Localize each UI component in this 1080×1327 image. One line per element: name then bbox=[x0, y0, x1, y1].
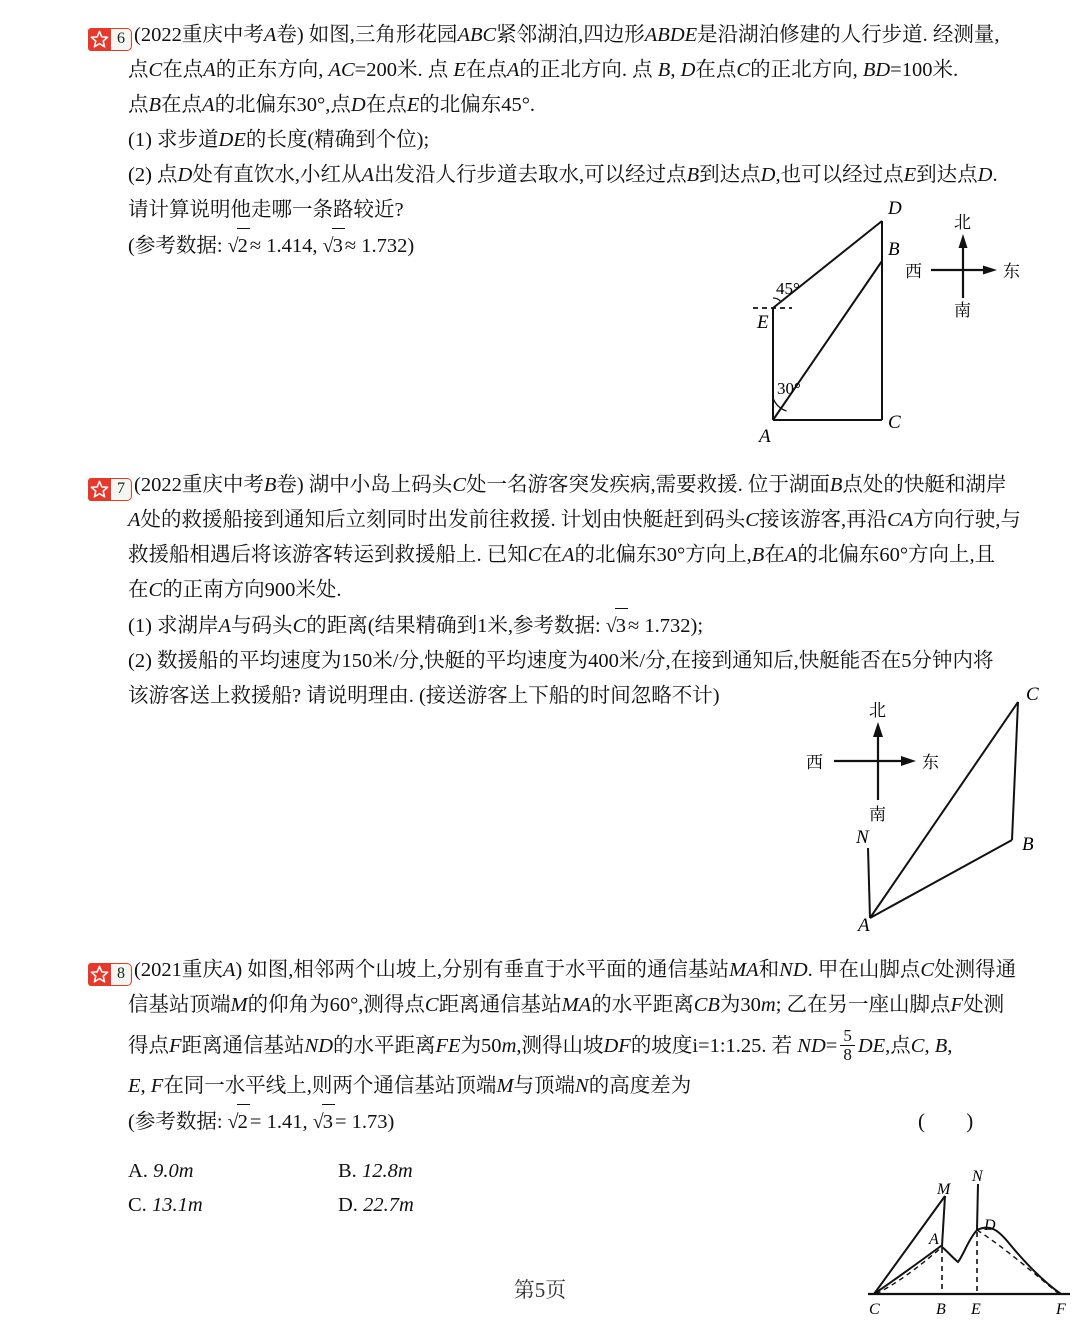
t: 方向行驶,与 bbox=[913, 509, 1021, 531]
t: ≈ 1.732) bbox=[344, 235, 415, 257]
problem-6-line-6: 请计算说明他走哪一条路较近? bbox=[128, 199, 404, 221]
choice-C-value: 13.1m bbox=[151, 1194, 203, 1216]
t: 的北偏东45°. bbox=[419, 94, 536, 116]
problem-8-line-4 bbox=[88, 1069, 1048, 1104]
t: 的北偏东30°,点 bbox=[214, 94, 351, 116]
var-D: D bbox=[350, 94, 366, 116]
problem-7-line-6: (2) 数援船的平均速度为150米/分,快艇的平均速度为400米/分,在接到通知后,快艇能否在5分钟内将 bbox=[128, 650, 994, 672]
sqrt-3: √3 bbox=[313, 1104, 335, 1140]
label-A: A bbox=[929, 1231, 939, 1248]
fraction-numerator: 5 bbox=[840, 1027, 855, 1046]
var-A: A bbox=[263, 24, 277, 46]
var-CA: CA bbox=[887, 509, 914, 531]
t: 在点 bbox=[465, 59, 507, 81]
var-AC: AC bbox=[328, 59, 355, 81]
choice-C-label: C. bbox=[128, 1194, 147, 1216]
t: ≈ 1.414, bbox=[249, 235, 318, 257]
problem-8-line-3 bbox=[88, 1023, 1048, 1069]
compass-east: 东 bbox=[1003, 262, 1020, 281]
var-ND: ND bbox=[304, 1035, 334, 1057]
var-D3: D bbox=[977, 164, 993, 186]
t: 在 bbox=[128, 579, 149, 601]
var-E: E bbox=[128, 1075, 141, 1097]
t: 的高度差为 bbox=[588, 1075, 692, 1097]
label-N: N bbox=[972, 1168, 983, 1185]
label-E: E bbox=[971, 1301, 981, 1318]
t: =100米. bbox=[890, 59, 959, 81]
problem-8-number: 8 bbox=[111, 963, 132, 986]
var-C: C bbox=[452, 474, 466, 496]
t: = 1.73) bbox=[334, 1111, 395, 1133]
problem-6-line-4 bbox=[88, 123, 1048, 158]
var-N: N bbox=[575, 1075, 589, 1097]
var-FE: FE bbox=[435, 1035, 461, 1057]
choice-D-value: 22.7m bbox=[363, 1194, 414, 1216]
unit-m: m bbox=[501, 1035, 517, 1057]
t: 得点 bbox=[128, 1035, 169, 1057]
t: 在点 bbox=[695, 59, 737, 81]
t: 救援船相遇后将该游客转运到救援船上. 已知 bbox=[128, 544, 528, 566]
var-B: B bbox=[148, 94, 162, 116]
t: ,也可以经过点 bbox=[775, 164, 904, 186]
var-D2: D bbox=[760, 164, 776, 186]
t: 是沿湖泊修建的人行步道. 经测量, bbox=[697, 24, 1000, 46]
compass-rose bbox=[806, 701, 939, 824]
star-icon bbox=[88, 963, 111, 986]
t: 在点 bbox=[161, 94, 203, 116]
t: (参考数据: bbox=[128, 235, 223, 257]
label-B: B bbox=[936, 1301, 946, 1318]
var-E: E bbox=[453, 59, 466, 81]
t: , bbox=[670, 59, 676, 81]
choice-B[interactable] bbox=[338, 1154, 548, 1188]
t: 和 bbox=[758, 959, 780, 981]
var-C: C bbox=[148, 579, 163, 601]
label-N: N bbox=[856, 827, 869, 848]
fraction-5-8 bbox=[840, 1027, 855, 1064]
var-C: C bbox=[745, 509, 759, 531]
t: . bbox=[992, 164, 998, 186]
problem-8-line-2 bbox=[88, 988, 1048, 1023]
var-B: B bbox=[657, 59, 671, 81]
label-F: F bbox=[1056, 1301, 1066, 1318]
var-B: B bbox=[263, 474, 277, 496]
choice-A-label: A. bbox=[128, 1160, 148, 1182]
problem-6-number: 6 bbox=[111, 28, 132, 51]
choice-A[interactable] bbox=[128, 1154, 338, 1188]
label-B: B bbox=[888, 239, 900, 260]
sqrt-3: √3 bbox=[606, 608, 628, 644]
t: 的长度(精确到个位); bbox=[245, 129, 430, 151]
t: 处测 bbox=[963, 994, 1005, 1016]
var-A: A bbox=[561, 544, 575, 566]
compass-south: 南 bbox=[869, 805, 886, 824]
t: 的坡度i=1:1.25. 若 bbox=[630, 1035, 793, 1057]
page-number: 第5页 bbox=[513, 1278, 567, 1302]
compass-north: 北 bbox=[954, 213, 971, 232]
t: 紧邻湖泊,四边形 bbox=[496, 24, 645, 46]
var-C: C bbox=[424, 994, 439, 1016]
t: 的仰角为60°,测得点 bbox=[247, 994, 425, 1016]
t: ) 如图,相邻两个山坡上,分别有垂直于水平面的通信基站 bbox=[235, 959, 730, 981]
compass-west: 西 bbox=[905, 262, 922, 281]
var-C: C bbox=[920, 959, 935, 981]
var-C: C bbox=[292, 615, 307, 637]
t: 的水平距离 bbox=[333, 1035, 436, 1057]
compass-rose bbox=[905, 213, 1020, 320]
label-B: B bbox=[1022, 834, 1034, 855]
t: (2021重庆 bbox=[134, 959, 223, 981]
figure-two-hills-towers bbox=[858, 1168, 1080, 1327]
t: 的正北方向, bbox=[750, 59, 858, 81]
var-BD: BD bbox=[862, 59, 891, 81]
var-D: D bbox=[177, 164, 193, 186]
problem-8-line-5 bbox=[88, 1104, 1048, 1140]
t: 在点 bbox=[365, 94, 407, 116]
problem-6-line-1 bbox=[88, 18, 1048, 53]
label-M: M bbox=[937, 1181, 951, 1198]
compass-north: 北 bbox=[869, 701, 886, 720]
t: . 甲在山脚点 bbox=[807, 959, 921, 981]
var-C2: C bbox=[736, 59, 751, 81]
var-M: M bbox=[496, 1075, 514, 1097]
var-C: C bbox=[148, 59, 163, 81]
t: , bbox=[947, 1035, 953, 1057]
var-C: C bbox=[527, 544, 542, 566]
var-B2: B bbox=[829, 474, 843, 496]
t: ≈ 1.732); bbox=[628, 615, 704, 637]
t: 卷) 如图,三角形花园 bbox=[276, 24, 458, 46]
t: 的正北方向. 点 bbox=[519, 59, 653, 81]
t: 处一名游客突发疾病,需要救援. 位于湖面 bbox=[466, 474, 830, 496]
label-D: D bbox=[888, 198, 902, 219]
compass-south: 南 bbox=[954, 301, 971, 320]
t: 出发沿人行步道去取水,可以经过点 bbox=[374, 164, 687, 186]
var-DE: DE bbox=[857, 1035, 886, 1057]
var-ABDE: ABDE bbox=[644, 24, 698, 46]
problem-7-number: 7 bbox=[111, 478, 132, 501]
var-E: E bbox=[903, 164, 917, 186]
problem-7-line-2 bbox=[88, 503, 1048, 538]
var-A: A bbox=[222, 959, 236, 981]
var-F: F bbox=[150, 1075, 164, 1097]
t: 的距离(结果精确到1米,参考数据: bbox=[306, 615, 601, 637]
t: (2) 点 bbox=[128, 164, 178, 186]
var-M: M bbox=[230, 994, 248, 1016]
t: 接该游客,再沿 bbox=[758, 509, 888, 531]
label-A: A bbox=[759, 426, 771, 447]
t: 的正南方向900米处. bbox=[162, 579, 342, 601]
t: ; 乙在另一座山脚点 bbox=[775, 994, 951, 1016]
t: 信基站顶端 bbox=[128, 994, 231, 1016]
var-A: A bbox=[218, 615, 232, 637]
problem-6-line-3 bbox=[88, 88, 1048, 123]
var-D: D bbox=[680, 59, 696, 81]
t: = bbox=[825, 1035, 838, 1057]
var-C: C bbox=[910, 1035, 925, 1057]
problem-8-badge bbox=[88, 963, 132, 986]
t: 点 bbox=[128, 59, 149, 81]
t: 的北偏东60°方向上,且 bbox=[797, 544, 996, 566]
t: 在 bbox=[764, 544, 785, 566]
t: 点 bbox=[128, 94, 149, 116]
t: (1) 求步道 bbox=[128, 129, 219, 151]
problem-8-line-1 bbox=[88, 953, 1048, 988]
var-CB: CB bbox=[693, 994, 720, 1016]
label-C: C bbox=[888, 412, 901, 433]
figure-quadrilateral-abde bbox=[735, 198, 1040, 453]
choice-D[interactable] bbox=[338, 1188, 548, 1222]
var-E: E bbox=[406, 94, 420, 116]
label-C: C bbox=[1026, 684, 1039, 705]
var-A: A bbox=[361, 164, 374, 186]
choice-B-label: B. bbox=[338, 1160, 357, 1182]
var-ABC: ABC bbox=[457, 24, 497, 46]
choice-B-value: 12.8m bbox=[361, 1160, 413, 1182]
problem-6-line-5 bbox=[88, 158, 1048, 193]
compass-west: 西 bbox=[806, 753, 823, 772]
problem-6-line-2 bbox=[88, 53, 1048, 88]
t: 与码头 bbox=[231, 615, 293, 637]
var-DE: DE bbox=[218, 129, 246, 151]
t: 距离通信基站 bbox=[438, 994, 562, 1016]
t: 到达点 bbox=[916, 164, 978, 186]
t: (2022重庆中考 bbox=[134, 474, 264, 496]
problem-7-line-3 bbox=[88, 538, 1048, 573]
t: 距离通信基站 bbox=[181, 1035, 305, 1057]
t: 为30 bbox=[719, 994, 761, 1016]
var-B: B bbox=[934, 1035, 948, 1057]
var-DF: DF bbox=[603, 1035, 631, 1057]
var-F: F bbox=[169, 1035, 182, 1057]
t: 处有直饮水,小红从 bbox=[192, 164, 362, 186]
problem-6-badge bbox=[88, 28, 132, 51]
sqrt-2: √2 bbox=[228, 228, 250, 264]
fraction-denominator: 8 bbox=[843, 1045, 852, 1064]
label-E: E bbox=[757, 312, 769, 333]
unit-m: m bbox=[760, 994, 776, 1016]
var-A: A bbox=[128, 509, 141, 531]
t: 在同一水平线上,则两个通信基站顶端 bbox=[163, 1075, 497, 1097]
t: 的正东方向, bbox=[215, 59, 324, 81]
var-F: F bbox=[950, 994, 964, 1016]
t: 在 bbox=[541, 544, 562, 566]
t: = 1.41, bbox=[249, 1111, 308, 1133]
t: (1) 求湖岸 bbox=[128, 615, 219, 637]
t: 到达点 bbox=[699, 164, 761, 186]
t: 在点 bbox=[162, 59, 204, 81]
var-A: A bbox=[203, 59, 216, 81]
problem-7-line-1 bbox=[88, 468, 1048, 503]
star-icon bbox=[88, 28, 111, 51]
var-A2: A bbox=[784, 544, 798, 566]
choice-D-label: D. bbox=[338, 1194, 358, 1216]
var-A: A bbox=[202, 94, 215, 116]
problem-7-line-4 bbox=[88, 573, 1048, 608]
answer-blank[interactable]: ( ) bbox=[918, 1109, 992, 1133]
t: 处测得通 bbox=[934, 959, 1017, 981]
t: 与顶端 bbox=[513, 1075, 576, 1097]
t: , bbox=[140, 1075, 146, 1097]
t: (2022重庆中考 bbox=[134, 24, 264, 46]
choice-A-value: 9.0m bbox=[153, 1160, 194, 1182]
t: 为50 bbox=[460, 1035, 502, 1057]
t: ,点 bbox=[885, 1035, 911, 1057]
t: ,测得山坡 bbox=[516, 1035, 604, 1057]
star-icon bbox=[88, 478, 111, 501]
problem-7-line-5 bbox=[88, 608, 1048, 644]
problem-7-badge bbox=[88, 478, 132, 501]
label-D: D bbox=[984, 1217, 996, 1234]
var-A2: A bbox=[506, 59, 520, 81]
sqrt-3: √3 bbox=[323, 228, 345, 264]
label-angle-45: 45° bbox=[776, 279, 800, 298]
var-MA: MA bbox=[561, 994, 592, 1016]
t: 点处的快艇和湖岸 bbox=[842, 474, 1007, 496]
compass-east: 东 bbox=[922, 753, 939, 772]
var-B: B bbox=[686, 164, 700, 186]
sqrt-2: √2 bbox=[228, 1104, 250, 1140]
label-C: C bbox=[869, 1301, 880, 1318]
t: , bbox=[924, 1035, 930, 1057]
var-MA: MA bbox=[729, 959, 759, 981]
problem-8-text bbox=[88, 953, 1048, 1140]
label-A: A bbox=[858, 915, 870, 936]
t: =200米. 点 bbox=[354, 59, 449, 81]
t: 卷) 湖中小岛上码头 bbox=[276, 474, 453, 496]
t: 处的救援船接到通知后立刻同时出发前往救援. 计划由快艇赶到码头 bbox=[140, 509, 746, 531]
var-ND2: ND bbox=[797, 1035, 826, 1057]
figure-triangle-abc-lake bbox=[800, 678, 1050, 935]
t: 的北偏东30°方向上, bbox=[574, 544, 752, 566]
var-B: B bbox=[751, 544, 765, 566]
var-ND: ND bbox=[779, 959, 808, 981]
choice-C[interactable] bbox=[128, 1188, 338, 1222]
problem-7-line-7: 该游客送上救援船? 请说明理由. (接送游客上下船的时间忽略不计) bbox=[128, 685, 720, 707]
label-angle-30: 30° bbox=[777, 379, 801, 398]
t: (参考数据: bbox=[128, 1111, 223, 1133]
t: 的水平距离 bbox=[591, 994, 694, 1016]
